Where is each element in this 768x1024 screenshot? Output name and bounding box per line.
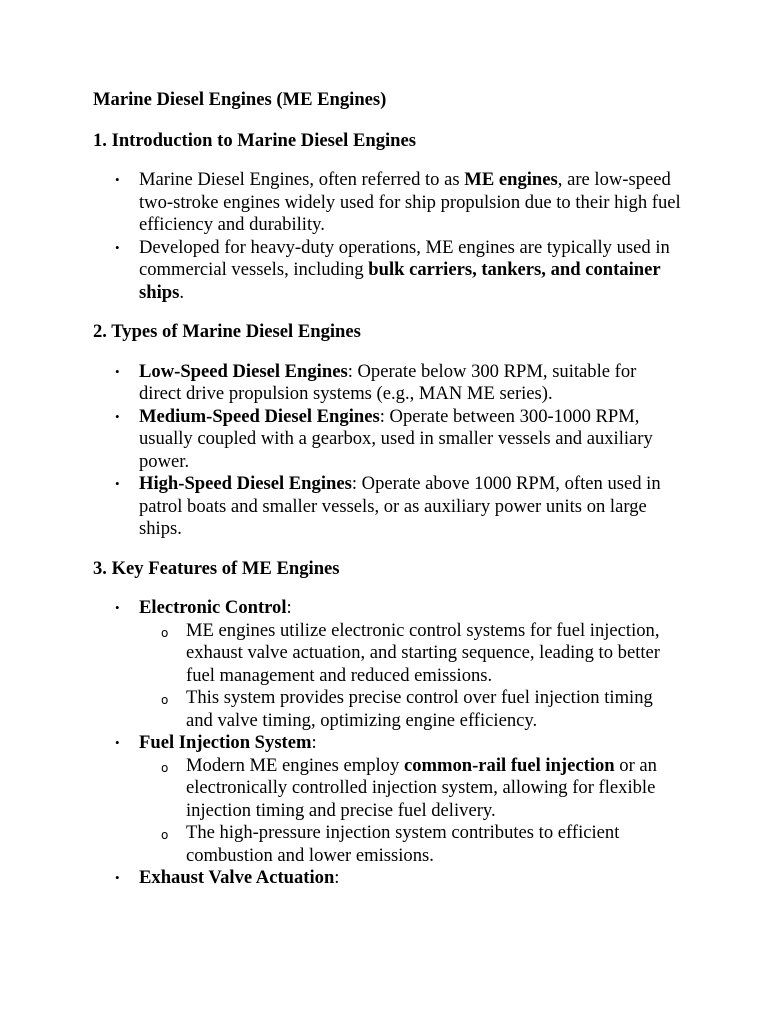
item-text: : Operate between 300-1000 RPM, usually coupled with a gearbox, used in smaller vessels and auxiliary power. (139, 405, 653, 472)
item-text: Modern ME engines employ (186, 754, 404, 776)
item-text: Developed for heavy-duty operations, ME engines are typically used in commercial vessels, including (139, 236, 670, 280)
item-text: or an electronically controlled injection system, allowing for flexible injection timing and precise fuel delivery. (186, 754, 657, 821)
circle-bullet-icon: o (161, 828, 169, 842)
bullet-icon: • (115, 239, 120, 255)
bullet-icon: • (115, 870, 120, 885)
types-list (93, 361, 683, 541)
item-bold-text: High-Speed Diesel Engines (139, 473, 352, 494)
item-text: : Operate below 300 RPM, suitable for direct drive propulsion systems (e.g., MAN ME series). (139, 360, 637, 404)
bullet-icon: • (115, 172, 120, 187)
bullet-icon: • (115, 408, 120, 424)
circle-bullet-icon: o (161, 625, 169, 640)
item-text: : (286, 597, 292, 618)
item-text: This system provides precise control over fuel injection timing and valve timing, optimizing engine efficiency. (186, 687, 653, 731)
sub-list (139, 620, 683, 733)
bullet-icon: • (115, 476, 120, 491)
item-bold-text: Low-Speed Diesel Engines (139, 360, 348, 382)
item-bold-text: ME engines (464, 169, 558, 190)
sub-list (139, 755, 683, 868)
list-item (115, 169, 683, 237)
circle-bullet-icon: o (161, 760, 169, 775)
list-item (115, 236, 683, 305)
sub-list-item (161, 822, 683, 867)
bullet-icon: • (115, 363, 120, 379)
section-heading-types: 2. Types of Marine Diesel Engines (93, 321, 361, 342)
item-bold-text: Exhaust Valve Actuation (139, 867, 335, 888)
item-text: : (311, 732, 317, 753)
list-item (115, 405, 683, 474)
item-bold-text: Electronic Control (139, 597, 287, 618)
bullet-icon: • (115, 600, 120, 615)
list-item (115, 732, 683, 867)
item-bold-text: bulk carriers, tankers, and container ships (139, 259, 661, 303)
sub-list-item (161, 619, 683, 688)
item-bold-text: common-rail fuel injection (403, 754, 615, 776)
item-text: . (179, 281, 184, 303)
key-features-list (93, 597, 683, 890)
list-item (115, 867, 683, 890)
item-text: The high-pressure injection system contributes to efficient combustion and lower emissions. (186, 822, 620, 866)
document-title: Marine Diesel Engines (ME Engines) (93, 89, 387, 110)
bullet-icon: • (115, 735, 120, 750)
section-heading-introduction: 1. Introduction to Marine Diesel Engines (93, 129, 416, 151)
list-item (115, 360, 683, 406)
introduction-list (93, 169, 683, 304)
circle-bullet-icon: o (161, 693, 169, 707)
sub-list-item (161, 754, 683, 823)
item-bold-text: Fuel Injection System (139, 732, 312, 753)
item-bold-text: Medium-Speed Diesel Engines (139, 405, 380, 427)
document-page (93, 89, 683, 907)
item-text: , are low-speed two-stroke engines widely used for ship propulsion due to their high fuel efficiency and durability. (139, 169, 681, 235)
list-item (115, 473, 683, 541)
section-heading-key-features: 3. Key Features of ME Engines (93, 557, 340, 579)
item-text: ME engines utilize electronic control systems for fuel injection, exhaust valve actuation, and starting sequence, leading to better fuel management and reduced emissions. (186, 619, 660, 686)
list-item (115, 597, 683, 732)
sub-list-item (161, 687, 683, 732)
item-text: : (334, 867, 340, 888)
item-text: Marine Diesel Engines, often referred to as (139, 169, 465, 190)
item-text: : Operate above 1000 RPM, often used in patrol boats and smaller vessels, or as auxiliary power units on large ships. (139, 473, 661, 539)
